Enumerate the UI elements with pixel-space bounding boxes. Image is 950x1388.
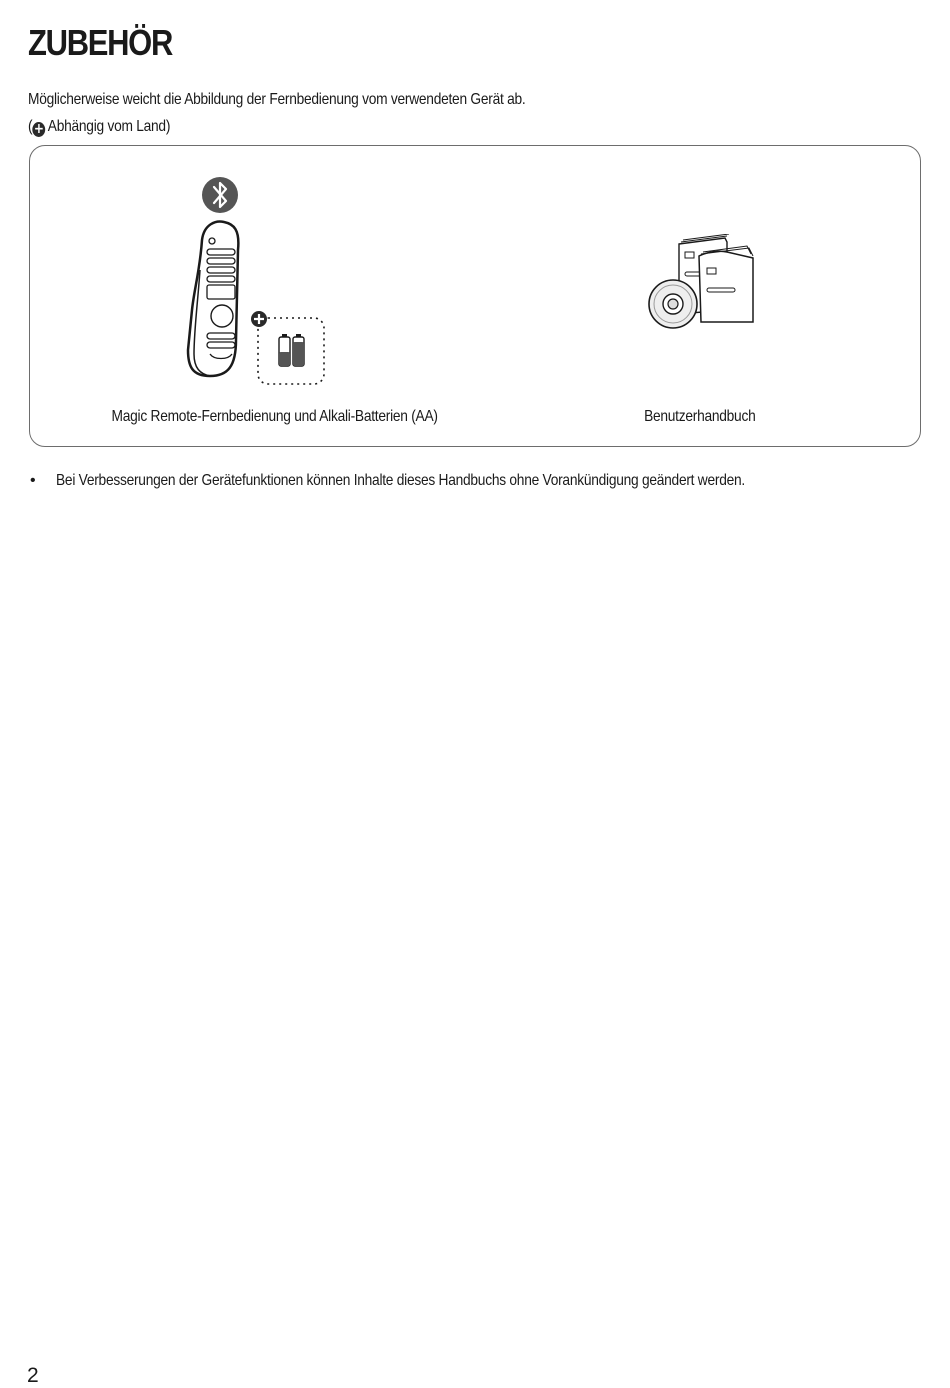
caption-manual: Benutzerhandbuch	[644, 408, 756, 425]
page-number: 2	[27, 1364, 39, 1387]
cd-icon	[649, 280, 697, 328]
notes-list	[30, 472, 857, 490]
open-paren: (	[28, 118, 33, 135]
accessory-caption	[70, 408, 480, 426]
country-dependent-note: Abhängig vom Land)	[47, 118, 171, 135]
accessory-caption	[570, 408, 830, 426]
manual-and-cd-icon	[645, 234, 757, 330]
list-item	[30, 472, 857, 490]
page-title: ZUBEHÖR	[28, 22, 173, 63]
accessories-box	[29, 145, 921, 447]
batteries-icon	[251, 311, 324, 384]
caption-remote: Magic Remote-Fernbedienung und Alkali-Batterien (AA)	[111, 408, 439, 425]
note-text: Bei Verbesserungen der Gerätefunktionen können Inhalte dieses Handbuchs ohne Vorankündigung geändert werden.	[56, 472, 745, 489]
plus-circle-icon: +	[33, 121, 44, 137]
bullet-icon: •	[30, 472, 36, 489]
accessory-item-remote	[70, 146, 480, 446]
intro-text	[28, 86, 525, 140]
bluetooth-icon	[202, 177, 238, 213]
intro-line-2	[28, 113, 525, 140]
accessory-item-manual	[570, 146, 830, 446]
remote-with-batteries-icon	[170, 170, 340, 390]
intro-line-1: Möglicherweise weicht die Abbildung der Fernbedienung vom verwendeten Gerät ab.	[28, 91, 526, 108]
magic-remote-icon	[188, 222, 238, 376]
